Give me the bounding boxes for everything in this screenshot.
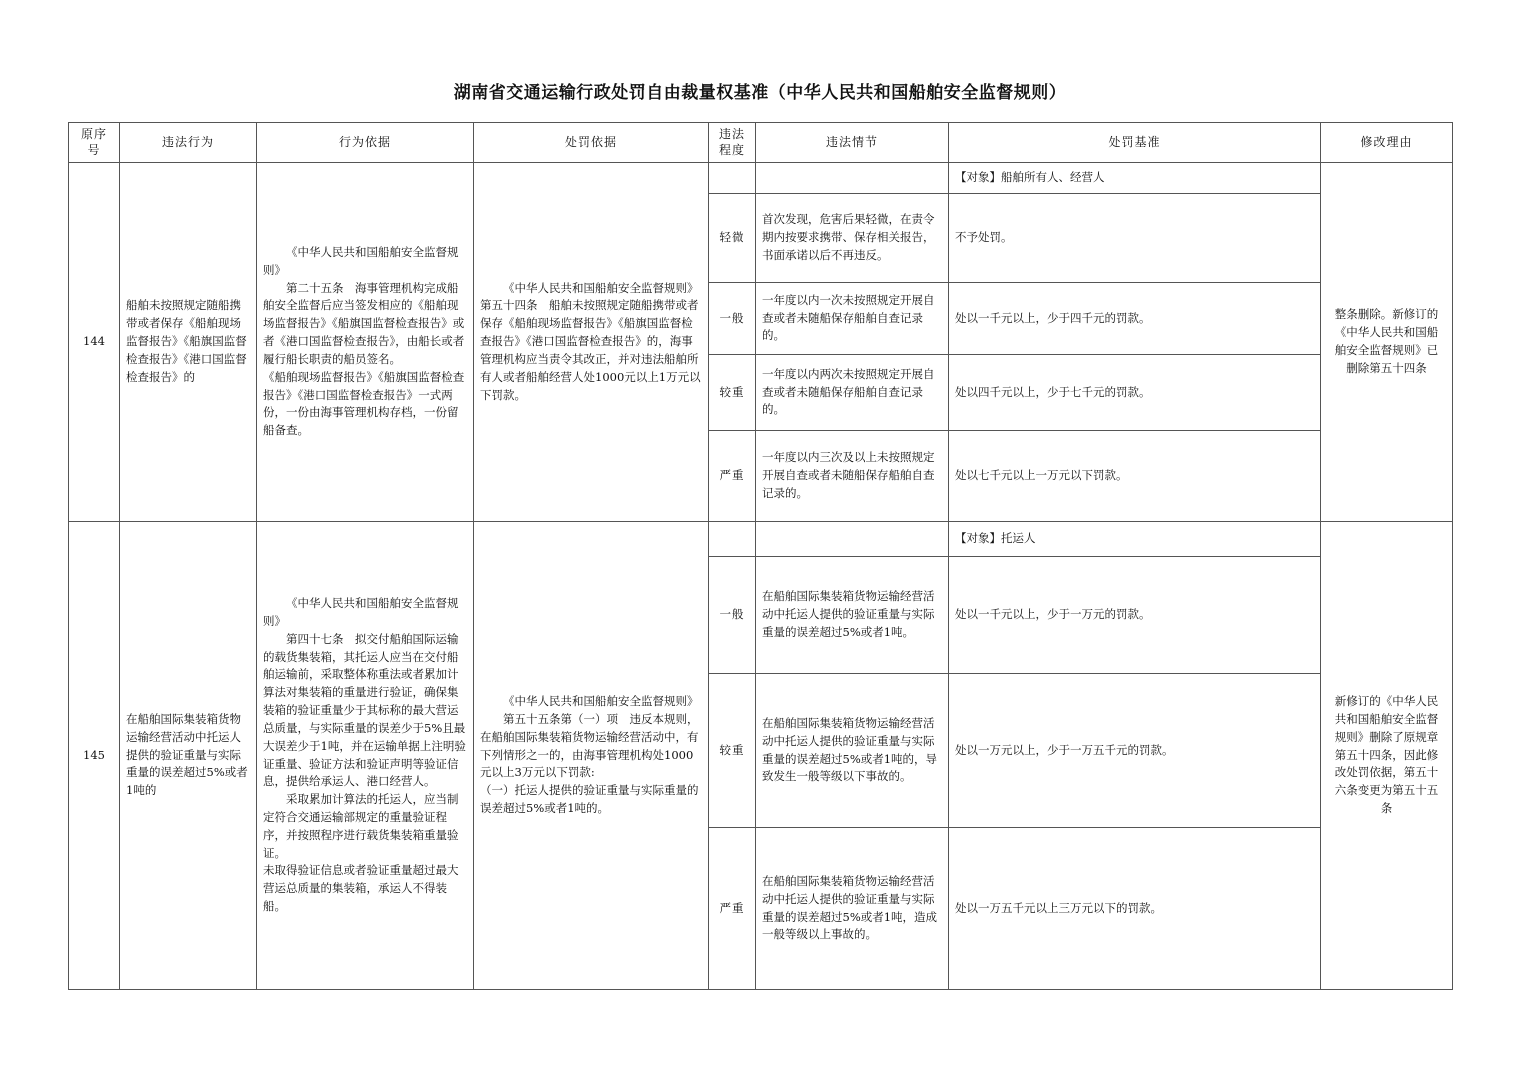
level-degree: 轻微	[709, 194, 756, 283]
row-penalty-basis	[474, 163, 709, 522]
level-standard: 处以一万五千元以上三万元以下的罚款。	[949, 828, 1321, 990]
level-degree: 较重	[709, 674, 756, 828]
act-basis-line: 《中华人民共和国船舶安全监督规则》	[263, 596, 459, 628]
penalty-basis-line: 《中华人民共和国船舶安全监督规则》	[503, 694, 699, 709]
level-standard: 处以一千元以上，少于一万元的罚款。	[949, 557, 1321, 674]
row-act-basis	[257, 522, 474, 990]
row-reason: 整条删除。新修订的《中华人民共和国船舶安全监督规则》已删除第五十四条	[1321, 163, 1453, 522]
act-basis-line: 《中华人民共和国船舶安全监督规则》	[263, 245, 459, 277]
level-degree: 一般	[709, 557, 756, 674]
level-degree: 较重	[709, 355, 756, 431]
header-standard: 处罚基准	[949, 123, 1321, 163]
header-degree: 违法程度	[709, 123, 756, 163]
header-act-basis: 行为依据	[257, 123, 474, 163]
level-degree: 严重	[709, 431, 756, 522]
act-basis-line: 第二十五条 海事管理机构完成船舶安全监督后应当签发相应的《船舶现场监督报告》《船旗国监督检查报告》或者《港口国监督检查报告》，由船长或者履行船长职责的船员签名。	[263, 280, 465, 366]
penalty-basis-line: （一）托运人提供的验证重量与实际重量的误差超过5%或者1吨的。	[480, 783, 699, 816]
penalty-basis-line: 《中华人民共和国船舶安全监督规则》	[503, 280, 699, 295]
row-target: 【对象】托运人	[949, 522, 1321, 557]
act-basis-line: 第四十七条 拟交付船舶国际运输的载货集装箱，其托运人应当在交付船舶运输前，采取整体称重法或者累加计算法对集装箱的重量进行验证，确保集装箱的验证重量少于其标称的最大营运总质量，与实际重量的误差少于5%且最大误差少于1吨，并在运输单据上注明验证重量、验证方法和验证声明等验证信息，提供给承运人、港口经营人。	[263, 631, 466, 789]
level-circumstance: 一年度以内两次未按照规定开展自查或者未随船保存船舶自查记录的。	[756, 355, 949, 431]
penalty-standard-table	[68, 122, 1453, 990]
header-reason: 修改理由	[1321, 123, 1453, 163]
header-penalty-basis: 处罚依据	[474, 123, 709, 163]
row-penalty-basis	[474, 522, 709, 990]
level-degree: 一般	[709, 283, 756, 355]
table-header-row	[69, 123, 1453, 163]
level-standard: 处以一千元以上，少于四千元的罚款。	[949, 283, 1321, 355]
header-act: 违法行为	[120, 123, 257, 163]
row-act: 在船舶国际集装箱货物运输经营活动中托运人提供的验证重量与实际重量的误差超过5%或者1吨的	[120, 522, 257, 990]
header-no: 原序号	[69, 123, 120, 163]
level-standard: 处以七千元以上一万元以下罚款。	[949, 431, 1321, 522]
row-no: 145	[69, 522, 120, 990]
act-basis-line: 未取得验证信息或者验证重量超过最大营运总质量的集装箱，承运人不得装船。	[263, 863, 459, 913]
penalty-basis-line: 第五十四条 船舶未按照规定随船携带或者保存《船舶现场监督报告》《船旗国监督检查报告》《港口国监督检查报告》的，海事管理机构应当责令其改正，并对违法船舶所有人或者船舶经营人处1000元以上1万元以下罚款。	[480, 298, 701, 402]
act-basis-line: 采取累加计算法的托运人，应当制定符合交通运输部规定的重量验证程序，并按照程序进行载货集装箱重量验证。	[263, 792, 459, 860]
level-degree: 严重	[709, 828, 756, 990]
table-row	[69, 522, 1453, 557]
level-circumstance: 在船舶国际集装箱货物运输经营活动中托运人提供的验证重量与实际重量的误差超过5%或者1吨。	[756, 557, 949, 674]
row-act-basis	[257, 163, 474, 522]
row-no: 144	[69, 163, 120, 522]
row-target: 【对象】船舶所有人、经营人	[949, 163, 1321, 194]
act-basis-line: 《船舶现场监督报告》《船旗国监督检查报告》《港口国监督检查报告》一式两份，一份由海事管理机构存档，一份留船备查。	[263, 369, 465, 438]
penalty-basis-line: 第五十五条第（一）项 违反本规则，在船舶国际集装箱货物运输经营活动中，有下列情形之一的，由海事管理机构处1000元以上3万元以下罚款:	[480, 711, 699, 780]
level-circumstance: 一年度以内三次及以上未按照规定开展自查或者未随船保存船舶自查记录的。	[756, 431, 949, 522]
row-reason: 新修订的《中华人民共和国船舶安全监督规则》删除了原规章第五十四条，因此修改处罚依据，第五十六条变更为第五十五条	[1321, 522, 1453, 990]
level-standard: 处以四千元以上，少于七千元的罚款。	[949, 355, 1321, 431]
row-act: 船舶未按照规定随船携带或者保存《船舶现场监督报告》《船旗国监督检查报告》《港口国监督检查报告》的	[120, 163, 257, 522]
level-circumstance: 在船舶国际集装箱货物运输经营活动中托运人提供的验证重量与实际重量的误差超过5%或者1吨，造成一般等级以上事故的。	[756, 828, 949, 990]
table-row	[69, 163, 1453, 194]
page-title: 湖南省交通运输行政处罚自由裁量权基准（中华人民共和国船舶安全监督规则）	[453, 83, 1067, 103]
level-circumstance: 在船舶国际集装箱货物运输经营活动中托运人提供的验证重量与实际重量的误差超过5%或者1吨的，导致发生一般等级以下事故的。	[756, 674, 949, 828]
level-circumstance: 首次发现，危害后果轻微，在责令期内按要求携带、保存相关报告，书面承诺以后不再违反。	[756, 194, 949, 283]
level-circumstance: 一年度以内一次未按照规定开展自查或者未随船保存船舶自查记录的。	[756, 283, 949, 355]
level-standard: 处以一万元以上，少于一万五千元的罚款。	[949, 674, 1321, 828]
level-standard: 不予处罚。	[949, 194, 1321, 283]
header-circumstance: 违法情节	[756, 123, 949, 163]
